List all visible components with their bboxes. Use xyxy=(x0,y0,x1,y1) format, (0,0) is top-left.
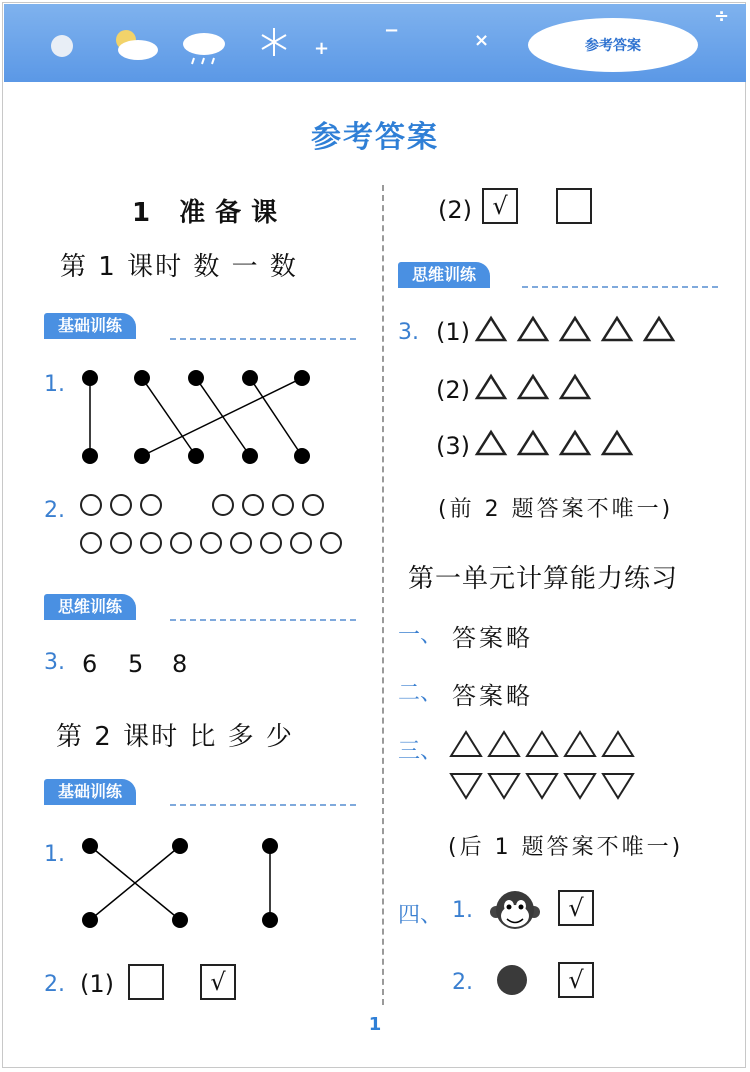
answer-box-checked: √ xyxy=(558,890,594,926)
lesson1-title: 第 1 课时 数 一 数 xyxy=(60,252,298,282)
unit-title: 第一单元计算能力练习 xyxy=(408,564,679,594)
question-number: 1. xyxy=(452,898,473,923)
answer-badge: 参考答案 xyxy=(528,18,698,72)
triangles-row-2 xyxy=(474,374,594,404)
minus-symbol: − xyxy=(384,20,400,41)
triangles-row-3 xyxy=(474,430,634,460)
section-line xyxy=(170,338,356,340)
answer-text: 答案略 xyxy=(452,682,533,710)
section-basic-1: 基础训练 xyxy=(44,313,136,339)
sub-question-label: (2) xyxy=(438,196,472,224)
lesson2-title: 第 2 课时 比 多 少 xyxy=(56,722,294,752)
section-basic-2: 基础训练 xyxy=(44,779,136,805)
answer-box-checked: √ xyxy=(200,964,236,1000)
matching-dots-2 xyxy=(80,836,280,926)
answer-label: 四、 xyxy=(398,903,443,928)
snowflake-icon xyxy=(260,28,292,60)
sub-question-label: (2) xyxy=(436,376,470,404)
answer-value: 8 xyxy=(172,650,188,678)
sun-cloud-icon xyxy=(112,28,162,64)
triangles-down-row xyxy=(448,772,638,802)
answer-box-empty xyxy=(128,964,164,1000)
answer-text: 答案略 xyxy=(452,624,533,652)
question-number: 2. xyxy=(452,970,473,995)
answer-label: 一、 xyxy=(398,623,443,648)
rain-cloud-icon xyxy=(182,30,232,70)
header-banner xyxy=(4,4,746,82)
question-number: 2. xyxy=(44,972,65,997)
monkey-icon xyxy=(490,888,540,932)
circles-row-1 xyxy=(80,494,360,524)
page-title: 参考答案 xyxy=(311,120,439,155)
sub-question-label: (1) xyxy=(80,970,114,998)
sub-question-label: (3) xyxy=(436,432,470,460)
section-line xyxy=(170,804,356,806)
divide-symbol: ÷ xyxy=(714,6,730,27)
chapter-title: 1 准备课 xyxy=(132,198,288,228)
matching-dots-1 xyxy=(78,366,318,466)
black-circle-icon xyxy=(496,964,530,998)
plus-symbol: + xyxy=(314,38,330,59)
section-line xyxy=(170,619,356,621)
column-divider xyxy=(382,185,384,1005)
sun-icon xyxy=(50,34,80,64)
note-text: (前 2 题答案不唯一) xyxy=(438,497,674,522)
answer-value: 5 xyxy=(128,650,144,678)
triangles-row-1 xyxy=(474,316,674,346)
question-number: 1. xyxy=(44,842,65,867)
circles-row-2 xyxy=(80,532,370,562)
question-number: 1. xyxy=(44,372,65,397)
question-number: 3. xyxy=(44,650,65,675)
answer-box-empty xyxy=(556,188,592,224)
triangles-up-row xyxy=(448,730,638,760)
answer-box-checked: √ xyxy=(482,188,518,224)
section-thinking-2: 思维训练 xyxy=(398,262,490,288)
section-line xyxy=(522,286,718,288)
note-text: (后 1 题答案不唯一) xyxy=(448,835,684,860)
answer-label: 三、 xyxy=(398,739,443,764)
page-number: 1 xyxy=(368,1014,382,1035)
section-thinking-1: 思维训练 xyxy=(44,594,136,620)
question-number: 2. xyxy=(44,498,65,523)
question-number: 3. xyxy=(398,320,419,345)
sub-question-label: (1) xyxy=(436,318,470,346)
answer-box-checked: √ xyxy=(558,962,594,998)
times-symbol: × xyxy=(474,30,490,51)
answer-value: 6 xyxy=(82,650,98,678)
answer-label: 二、 xyxy=(398,681,443,706)
